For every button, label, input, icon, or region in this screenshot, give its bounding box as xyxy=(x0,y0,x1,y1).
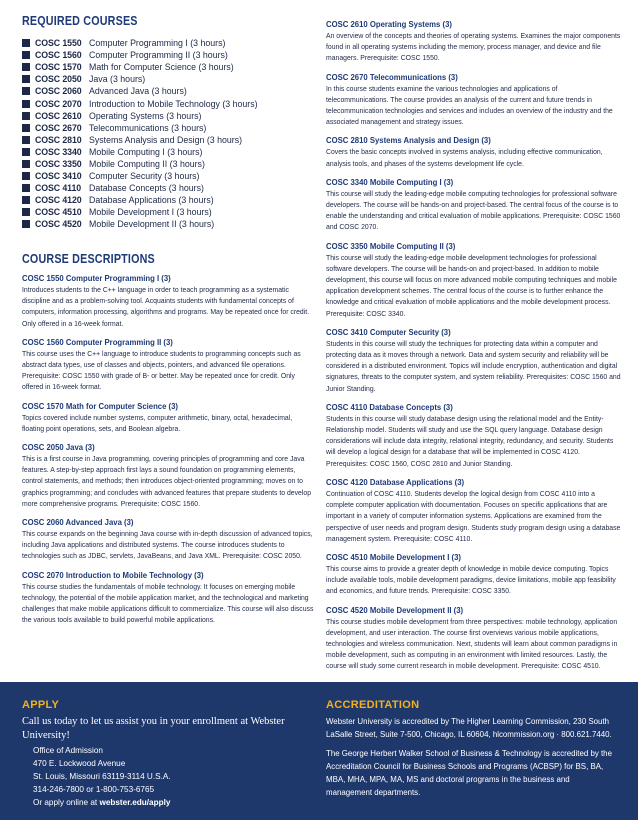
square-bullet-icon xyxy=(22,184,30,192)
course-description xyxy=(22,441,315,509)
course-code: COSC 2670 xyxy=(35,122,82,133)
square-bullet-icon xyxy=(22,196,30,204)
course-description-title: COSC 3410 Computer Security (3) xyxy=(326,326,451,337)
square-bullet-icon xyxy=(22,136,30,144)
course-title: Mobile Development I (3 hours) xyxy=(89,207,212,218)
accreditation-business-school: The George Herbert Walker School of Business & Technology is accredited by the Accreditation Council for Business Schools and Programs (ACBSP) for BS, BA, MBA, MHA, MPA, MA, MS and doctoral programs in the business and management departments. xyxy=(326,749,612,797)
course-title: Introduction to Mobile Technology (3 hours) xyxy=(89,98,258,109)
course-description-title: COSC 3340 Mobile Computing I (3) xyxy=(326,176,454,187)
course-description xyxy=(326,604,622,672)
course-description-body: Students in this course will study the techniques for protecting data within a computer and protecting data as it moves through a network. Data and system security and reliability will be considered in a distributed environment. Topics will include encryption, authentication and digital signatures, threats to the computer system, and system reliability. Prerequisites: COSC 1560 and Junior Standing. xyxy=(326,338,621,393)
course-description-title: COSC 4510 Mobile Development I (3) xyxy=(326,551,461,562)
course-title: Mobile Development II (3 hours) xyxy=(89,219,215,230)
right-course-descriptions xyxy=(326,18,622,679)
course-title: Java (3 hours) xyxy=(89,74,146,85)
city-address: St. Louis, Missouri 63119-3114 U.S.A. xyxy=(33,772,171,781)
course-description xyxy=(326,326,622,394)
course-description xyxy=(326,476,622,544)
accreditation-heading: ACCREDITATION xyxy=(326,699,420,711)
course-code: COSC 1560 xyxy=(35,50,82,61)
square-bullet-icon xyxy=(22,220,30,228)
required-course-row xyxy=(22,182,315,194)
course-description xyxy=(326,134,622,168)
required-course-row xyxy=(22,97,315,109)
phone-numbers: 314-246-7800 or 1-800-753-6765 xyxy=(33,785,155,794)
course-description-title: COSC 2610 Operating Systems (3) xyxy=(326,19,452,29)
course-description xyxy=(22,272,315,329)
required-course-row xyxy=(22,110,315,122)
course-description-title: COSC 2810 Systems Analysis and Design (3) xyxy=(326,135,491,146)
course-description-title: COSC 1570 Math for Computer Science (3) xyxy=(22,400,179,411)
required-courses-heading: REQUIRED COURSES xyxy=(22,14,138,28)
square-bullet-icon xyxy=(22,160,30,168)
course-title: Advanced Java (3 hours) xyxy=(89,86,187,97)
required-course-row xyxy=(22,194,315,206)
course-code: COSC 3340 xyxy=(35,146,82,157)
course-description-title: COSC 2050 Java (3) xyxy=(22,442,95,453)
course-description xyxy=(326,551,622,597)
course-code: COSC 2610 xyxy=(35,110,82,121)
course-description-title: COSC 1550 Computer Programming I (3) xyxy=(22,273,171,283)
course-code: COSC 1570 xyxy=(35,62,82,73)
course-description xyxy=(326,71,622,128)
course-title: Operating Systems (3 hours) xyxy=(89,110,202,121)
required-course-row xyxy=(22,206,315,218)
course-title: Mobile Computing I (3 hours) xyxy=(89,146,203,157)
course-description-title: COSC 4120 Database Applications (3) xyxy=(326,476,465,487)
course-code: COSC 4120 xyxy=(35,195,82,206)
required-course-row xyxy=(22,146,315,158)
street-address: 470 E. Lockwood Avenue xyxy=(33,759,126,768)
required-course-row xyxy=(22,85,315,97)
course-description xyxy=(22,569,315,626)
course-description-body: This course will study the leading-edge mobile development technologies for professional software developers. The course will be hands-on and project-based. In addition to mobile development, this course will focus on more advanced mobile computing techniques and mobile application development schemes. The central focus of the course is to further enhance the knowledge and critical evaluation of mobile applications and the mobile development process. Prerequisite: COSC 3340. xyxy=(326,252,617,318)
course-title: Mobile Computing II (3 hours) xyxy=(89,158,205,169)
required-course-row xyxy=(22,218,315,230)
course-description-title: COSC 1560 Computer Programming II (3) xyxy=(22,336,173,347)
course-code: COSC 1550 xyxy=(35,38,82,49)
course-description-body: This course aims to provide a greater depth of knowledge in mobile device computing. Topics include available tools, mobile development paradigms, device limitations, mobile app feasibility and economics, and future trends. Prerequisite: COSC 3350. xyxy=(326,563,616,596)
course-title: Database Concepts (3 hours) xyxy=(89,183,204,194)
required-courses-list xyxy=(22,37,315,231)
required-course-row xyxy=(22,37,315,49)
course-code: COSC 2060 xyxy=(35,86,82,97)
course-code: COSC 3350 xyxy=(35,158,82,169)
left-course-descriptions xyxy=(22,272,315,632)
square-bullet-icon xyxy=(22,75,30,83)
square-bullet-icon xyxy=(22,124,30,132)
course-description-body: This course studies mobile development from three perspectives: mobile technology, application development, and user interaction. The course first overviews various mobile applications, technologies and wireless communication. Next, students will learn about common paradigms in mobile development, such as computing in an environment with limited resources. Lastly, the course will study some current research in mobile development. Prerequisite: COSC 4510. xyxy=(326,616,618,671)
course-description-body: Introduces students to the C++ language in order to teach programming as a systematic discipline and as a problem-solving tool. Acquaints students with fundamental concepts of computers, information processing, algorithms and programs. May be repeated once for credit. Only offered in a 16-week format. xyxy=(22,285,310,328)
course-description xyxy=(326,176,622,233)
course-description-title: COSC 4520 Mobile Development II (3) xyxy=(326,604,464,615)
course-description-body: This course uses the C++ language to introduce students to programming concepts such as abstract data types, use of classes and objects, pointers, and advanced file operations. Prerequisite: COSC 1550 with grade of B- or better. May be repeated once for credit. Only offered in 16-week format. xyxy=(22,348,301,392)
course-code: COSC 2810 xyxy=(35,134,82,145)
required-course-row xyxy=(22,61,315,73)
course-description-body: Covers the basic concepts involved in systems analysis, including effective communication, analysis tools, and phases of the systems development life cycle. xyxy=(326,147,603,168)
apply-address xyxy=(33,744,303,809)
course-description-title: COSC 2060 Advanced Java (3) xyxy=(22,517,134,528)
accreditation-university: Webster University is accredited by The Higher Learning Commission, 230 South LaSalle Street, Suite 7-500, Chicago, IL 60604, hlcommission.org · 800.621.7440. xyxy=(326,717,612,739)
course-description xyxy=(22,400,315,434)
course-title: Systems Analysis and Design (3 hours) xyxy=(89,134,243,145)
square-bullet-icon xyxy=(22,39,30,47)
course-description-title: COSC 2070 Introduction to Mobile Technology (3) xyxy=(22,569,204,580)
course-description-body: Topics covered include number systems, computer arithmetic, binary, octal, hexadecimal, floating point operations, sets, and Boolean algebra. xyxy=(22,412,293,433)
course-description-body: An overview of the concepts and theories of operating systems. Examines the major components found in all operating systems including the memory, process manager, and device and file managers. Prerequisite: COSC 1550. xyxy=(326,31,621,63)
course-title: Telecommunications (3 hours) xyxy=(89,122,207,133)
apply-online-prefix: Or apply online at xyxy=(33,798,100,807)
course-title: Computer Programming II (3 hours) xyxy=(89,50,228,61)
course-title: Database Applications (3 hours) xyxy=(89,195,214,206)
square-bullet-icon xyxy=(22,51,30,59)
course-description xyxy=(22,336,315,393)
square-bullet-icon xyxy=(22,63,30,71)
course-descriptions-heading: COURSE DESCRIPTIONS xyxy=(22,252,155,266)
course-description xyxy=(22,516,315,562)
course-description-body: Students in this course will study database design using the relational model and the Entity-Relationship model. Students will study and use the SQL query language. Database design considerations will include data integrity, relational integrity, redundancy, and security. Students will develop a logical design for a database that will be implemented in COSC 4120. Prerequisites: COSC 1560, COSC 2810 and Junior Standing. xyxy=(326,413,614,468)
course-description-body: Continuation of COSC 4110. Students develop the logical design from COSC 4110 into a complete computer application with documentation. Focuses on specific applications that are important in a variety of computer information systems. Applications are examined from the perspective of user needs and program design. Students study program design using a database management system. Prerequisite: COSC 4110. xyxy=(326,488,621,543)
course-code: COSC 4510 xyxy=(35,207,82,218)
course-code: COSC 3410 xyxy=(35,171,82,182)
required-course-row xyxy=(22,170,315,182)
apply-online-link[interactable]: webster.edu/apply xyxy=(99,798,171,807)
course-code: COSC 4520 xyxy=(35,219,82,230)
course-description-body: In this course students examine the various technologies and applications of telecommunications. The course provides an analysis of the current and future trends in telecommunication technologies and services and includes an overview of the industry and the associated management and strategy issues. xyxy=(326,83,613,127)
course-code: COSC 2050 xyxy=(35,74,82,85)
course-description-title: COSC 3350 Mobile Computing II (3) xyxy=(326,240,456,251)
required-course-row xyxy=(22,134,315,146)
course-title: Math for Computer Science (3 hours) xyxy=(89,62,234,73)
course-description-body: This course expands on the beginning Java course with in-depth discussion of advanced topics, including Java applications and distributed systems. The course introduces students to technologies such as JDBC, servlets, JavaBeans, and Java XML. Prerequisite: COSC 2050. xyxy=(22,529,313,561)
office-name: Office of Admission xyxy=(33,746,103,755)
course-description-body: This is a first course in Java programming, covering principles of programming and core Java features. A step-by-step approach first lays a sound foundation on programming elements, control statements, and methods; then introduces object-oriented programming; moves on to graphics programming; and concludes with advanced features that prepare students to develop more comprehensive programs. Prerequisite: COSC 1560. xyxy=(22,454,312,508)
apply-heading: APPLY xyxy=(22,699,60,711)
apply-online-line xyxy=(33,796,303,809)
square-bullet-icon xyxy=(22,87,30,95)
square-bullet-icon xyxy=(22,148,30,156)
accreditation-text xyxy=(326,715,616,805)
required-course-row xyxy=(22,122,315,134)
required-course-row xyxy=(22,158,315,170)
course-code: COSC 4110 xyxy=(35,183,82,194)
square-bullet-icon xyxy=(22,172,30,180)
course-description xyxy=(326,401,622,469)
course-description xyxy=(326,18,622,64)
apply-intro: Call us today to let us assist you in your enrollment at Webster University! xyxy=(22,716,285,741)
course-title: Computer Security (3 hours) xyxy=(89,171,200,182)
course-description-body: This course studies the fundamentals of mobile technology. It focuses on emerging mobile technology, the potential of the mobile application market, and the technological and marketing challenges that make mobile applications difficult to commercialize. This course will also discuss the various tools available to build powerful mobile applications. xyxy=(22,581,314,625)
footer-band xyxy=(0,682,638,820)
square-bullet-icon xyxy=(22,208,30,216)
course-description-body: This course will study the leading-edge mobile computing technologies for professional software developers. The course will be hands-on and project-based. The central focus of the course is to enable the understanding and critical evaluation of mobile applications. Prerequisite: COSC 1560 and COSC 2070. xyxy=(326,188,621,232)
course-description xyxy=(326,240,622,319)
course-title: Computer Programming I (3 hours) xyxy=(89,38,226,49)
course-description-title: COSC 4110 Database Concepts (3) xyxy=(326,401,453,412)
required-course-row xyxy=(22,49,315,61)
square-bullet-icon xyxy=(22,100,30,108)
required-course-row xyxy=(22,73,315,85)
square-bullet-icon xyxy=(22,112,30,120)
course-code: COSC 2070 xyxy=(35,98,82,109)
course-description-title: COSC 2670 Telecommunications (3) xyxy=(326,71,458,82)
